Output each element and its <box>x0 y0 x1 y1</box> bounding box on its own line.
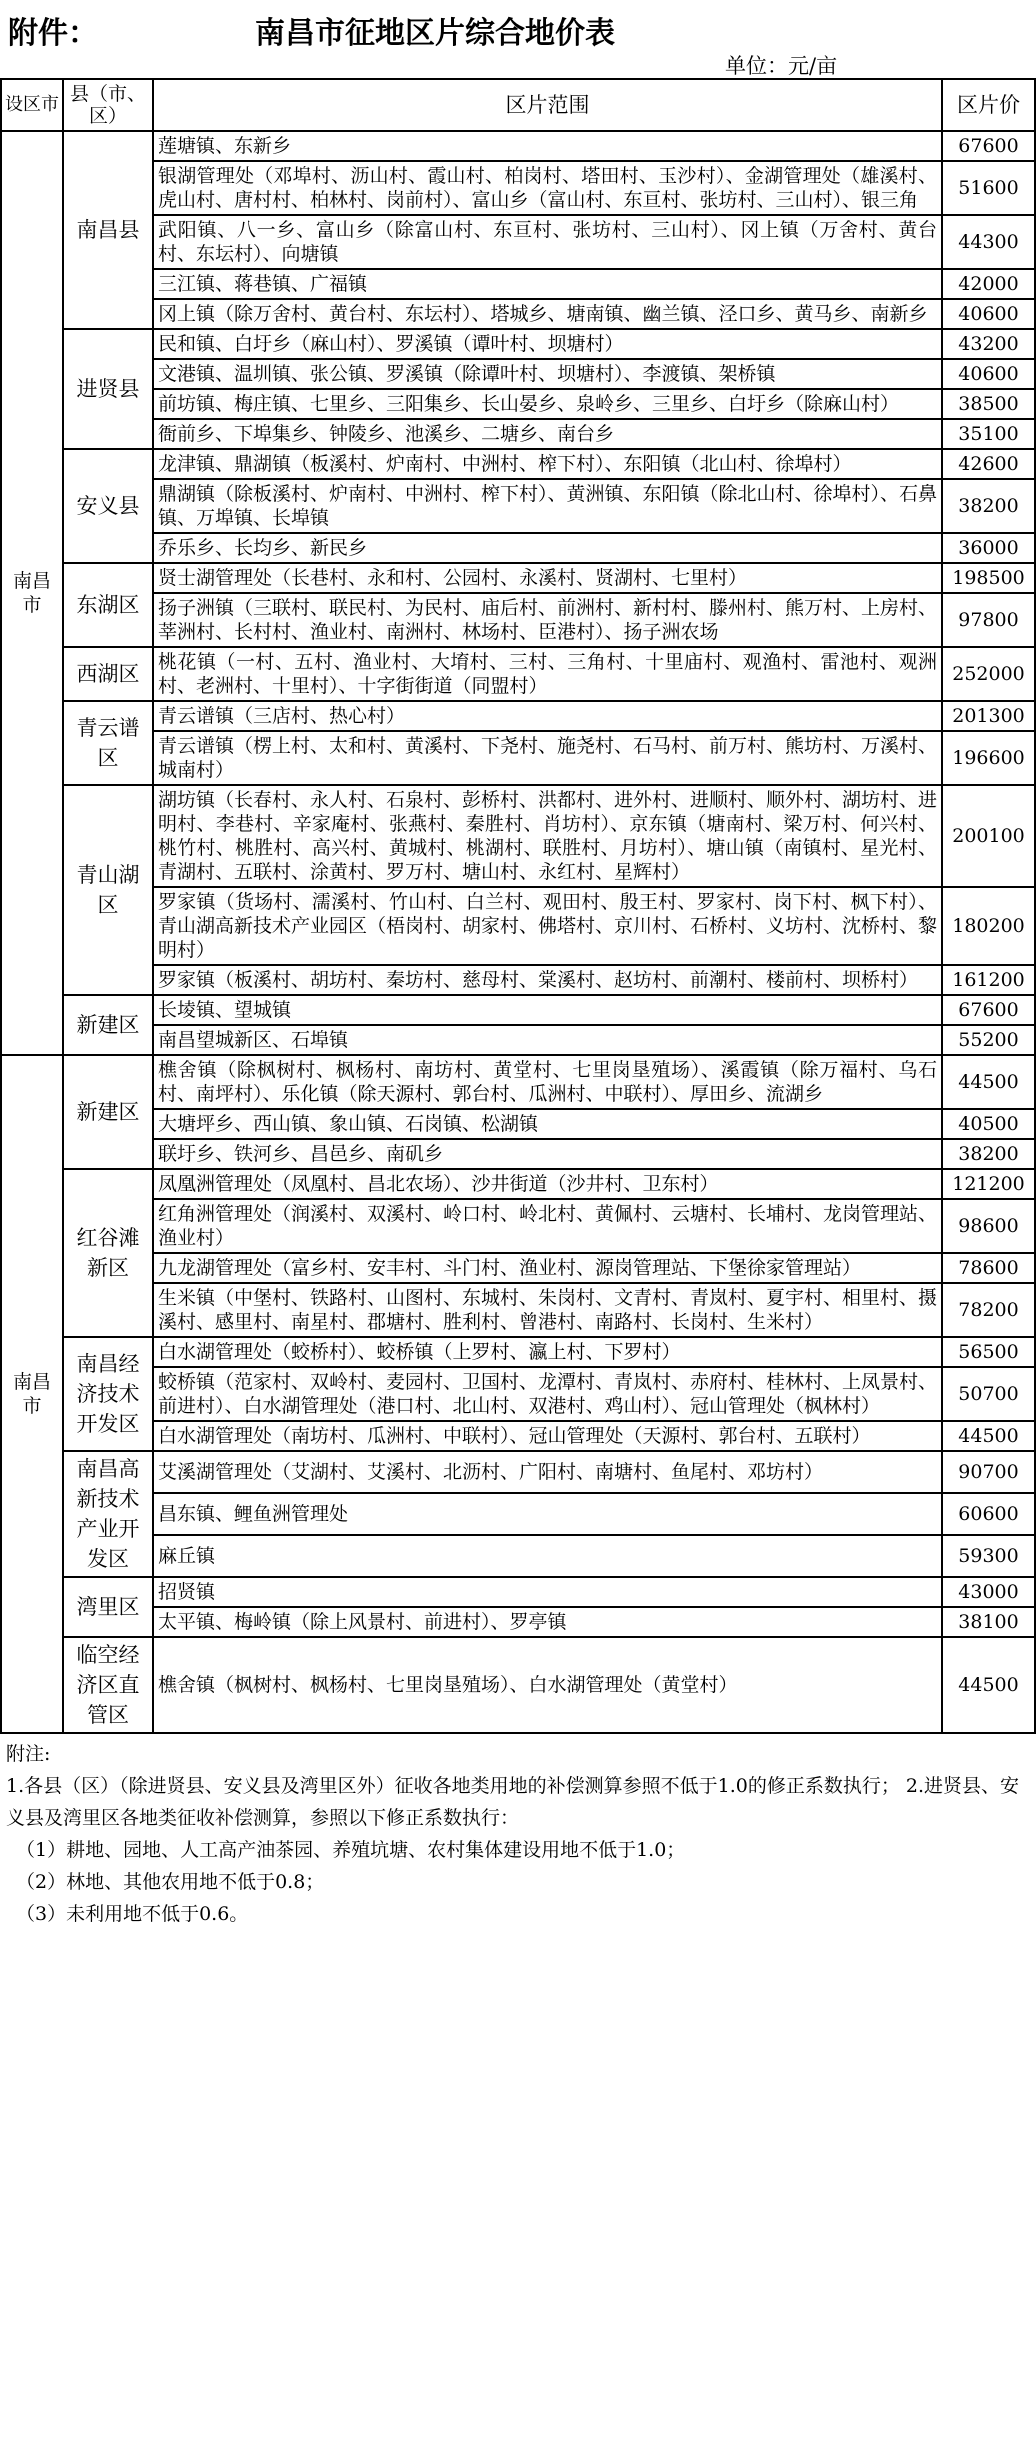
range-cell: 艾溪湖管理处（艾湖村、艾溪村、北沥村、广阳村、南塘村、鱼尾村、邓坊村） <box>153 1451 942 1493</box>
price-cell: 44300 <box>942 215 1035 269</box>
price-cell: 42000 <box>942 269 1035 299</box>
header-county: 县（市、区） <box>63 79 153 131</box>
range-cell: 武阳镇、八一乡、富山乡（除富山村、东亘村、张坊村、三山村）、冈上镇（万舍村、黄台村、东坛村）、向塘镇 <box>153 215 942 269</box>
price-cell: 35100 <box>942 419 1035 449</box>
price-cell: 196600 <box>942 731 1035 785</box>
price-cell: 200100 <box>942 785 1035 887</box>
table-row <box>1 389 1035 419</box>
range-cell: 樵舍镇（枫树村、枫杨村、七里岗垦殖场）、白水湖管理处（黄堂村） <box>153 1637 942 1733</box>
header-price: 区片价 <box>942 79 1035 131</box>
range-cell: 白水湖管理处（南坊村、瓜洲村、中联村）、冠山管理处（天源村、郭台村、五联村） <box>153 1421 942 1451</box>
range-cell: 白水湖管理处（蛟桥村）、蛟桥镇（上罗村、瀛上村、下罗村） <box>153 1337 942 1367</box>
range-cell: 罗家镇（板溪村、胡坊村、秦坊村、慈母村、棠溪村、赵坊村、前潮村、楼前村、坝桥村） <box>153 965 942 995</box>
price-cell: 51600 <box>942 161 1035 215</box>
range-cell: 九龙湖管理处（富乡村、安丰村、斗门村、渔业村、源岗管理站、下堡徐家管理站） <box>153 1253 942 1283</box>
table-row <box>1 785 1035 887</box>
county-cell: 南昌县 <box>63 131 153 329</box>
county-cell: 东湖区 <box>63 563 153 647</box>
table-row <box>1 563 1035 593</box>
price-cell: 121200 <box>942 1169 1035 1199</box>
table-row <box>1 647 1035 701</box>
price-cell: 78200 <box>942 1283 1035 1337</box>
table-row <box>1 419 1035 449</box>
table-row <box>1 1367 1035 1421</box>
table-row <box>1 1493 1035 1535</box>
range-cell: 莲塘镇、东新乡 <box>153 131 942 161</box>
price-cell: 198500 <box>942 563 1035 593</box>
notes-title: 附注: <box>6 1743 51 1765</box>
range-cell: 招贤镇 <box>153 1577 942 1607</box>
price-cell: 38200 <box>942 479 1035 533</box>
range-cell: 银湖管理处（邓埠村、沥山村、霞山村、柏岗村、塔田村、玉沙村）、金湖管理处（雄溪村、虎山村、唐村村、柏林村、岗前村）、富山乡（富山村、东亘村、张坊村、三山村）、银三角 <box>153 161 942 215</box>
table-row <box>1 329 1035 359</box>
range-cell: 麻丘镇 <box>153 1535 942 1577</box>
range-cell: 贤士湖管理处（长巷村、永和村、公园村、永溪村、贤湖村、七里村） <box>153 563 942 593</box>
range-cell: 扬子洲镇（三联村、联民村、为民村、庙后村、前洲村、新村村、滕州村、熊万村、上房村、莘洲村、长村村、渔业村、南洲村、林场村、臣港村）、扬子洲农场 <box>153 593 942 647</box>
table-row <box>1 533 1035 563</box>
range-cell: 鼎湖镇（除板溪村、炉南村、中洲村、榨下村）、黄洲镇、东阳镇（除北山村、徐埠村）、石鼻镇、万埠镇、长埠镇 <box>153 479 942 533</box>
table-row <box>1 701 1035 731</box>
county-cell: 南昌高新技术产业开发区 <box>63 1451 153 1577</box>
price-cell: 98600 <box>942 1199 1035 1253</box>
table-row <box>1 1577 1035 1607</box>
range-cell: 联圩乡、铁河乡、昌邑乡、南矶乡 <box>153 1139 942 1169</box>
table-row <box>1 965 1035 995</box>
price-cell: 42600 <box>942 449 1035 479</box>
county-cell: 红谷滩新区 <box>63 1169 153 1337</box>
page-header <box>0 0 1036 80</box>
table-row <box>1 359 1035 389</box>
table-row <box>1 479 1035 533</box>
price-cell: 44500 <box>942 1421 1035 1451</box>
range-cell: 衙前乡、下埠集乡、钟陵乡、池溪乡、二塘乡、南台乡 <box>153 419 942 449</box>
table-row <box>1 449 1035 479</box>
table-row <box>1 215 1035 269</box>
unit-label: 单位：元/亩 <box>725 54 838 78</box>
price-cell: 44500 <box>942 1637 1035 1733</box>
range-cell: 南昌望城新区、石埠镇 <box>153 1025 942 1055</box>
range-cell: 湖坊镇（长春村、永人村、石泉村、彭桥村、洪都村、进外村、进顺村、顺外村、湖坊村、进明村、李巷村、辛家庵村、张燕村、秦胜村、肖坊村）、京东镇（塘南村、梁万村、何兴村、桃竹村、桃胜村、高兴村、黄城村、桃湖村、联胜村、月坊村）、塘山镇（南镇村、星光村、青湖村、五联村、涂黄村、罗万村、塘山村、永红村、星辉村） <box>153 785 942 887</box>
county-cell: 西湖区 <box>63 647 153 701</box>
range-cell: 长堎镇、望城镇 <box>153 995 942 1025</box>
price-cell: 180200 <box>942 887 1035 965</box>
county-cell: 新建区 <box>63 1055 153 1169</box>
range-cell: 蛟桥镇（范家村、双岭村、麦园村、卫国村、龙潭村、青岚村、赤府村、桂林村、上凤景村、前进村）、白水湖管理处（港口村、北山村、双港村、鸡山村）、冠山管理处（枫林村） <box>153 1367 942 1421</box>
price-cell: 78600 <box>942 1253 1035 1283</box>
note-1: 1.各县（区）（除进贤县、安义县及湾里区外）征收各地类用地的补偿测算参照不低于1.0的修正系数执行； 2.进贤县、安义县及湾里区各地类征收补偿测算，参照以下修正系数执行： <box>6 1775 1020 1829</box>
header-range: 区片范围 <box>153 79 942 131</box>
table-row <box>1 161 1035 215</box>
table-header-row <box>1 79 1035 131</box>
table-row <box>1 1421 1035 1451</box>
price-cell: 59300 <box>942 1535 1035 1577</box>
table-row <box>1 1283 1035 1337</box>
table-row <box>1 1169 1035 1199</box>
price-cell: 38200 <box>942 1139 1035 1169</box>
range-cell: 乔乐乡、长均乡、新民乡 <box>153 533 942 563</box>
price-cell: 252000 <box>942 647 1035 701</box>
price-cell: 161200 <box>942 965 1035 995</box>
table-row <box>1 269 1035 299</box>
range-cell: 民和镇、白圩乡（麻山村）、罗溪镇（谭叶村、坝塘村） <box>153 329 942 359</box>
range-cell: 龙津镇、鼎湖镇（板溪村、炉南村、中洲村、榨下村）、东阳镇（北山村、徐埠村） <box>153 449 942 479</box>
price-cell: 38100 <box>942 1607 1035 1637</box>
city-cell: 南昌市 <box>1 1055 63 1733</box>
range-cell: 红角洲管理处（润溪村、双溪村、岭口村、岭北村、黄佩村、云塘村、长埔村、龙岗管理站、渔业村） <box>153 1199 942 1253</box>
price-cell: 43200 <box>942 329 1035 359</box>
price-cell: 36000 <box>942 533 1035 563</box>
price-cell: 60600 <box>942 1493 1035 1535</box>
table-row <box>1 1607 1035 1637</box>
page-title: 南昌市征地区片综合地价表 <box>255 16 615 51</box>
range-cell: 生米镇（中堡村、铁路村、山图村、东城村、朱岗村、文青村、青岚村、夏宇村、相里村、摄溪村、感里村、南星村、郡塘村、胜利村、曾港村、南路村、长岗村、生米村） <box>153 1283 942 1337</box>
table-row <box>1 887 1035 965</box>
table-row <box>1 995 1035 1025</box>
table-row <box>1 1451 1035 1493</box>
notes-section <box>6 1738 1028 1930</box>
table-row <box>1 1535 1035 1577</box>
range-cell: 文港镇、温圳镇、张公镇、罗溪镇（除谭叶村、坝塘村）、李渡镇、架桥镇 <box>153 359 942 389</box>
range-cell: 樵舍镇（除枫树村、枫杨村、南坊村、黄堂村、七里岗垦殖场）、溪霞镇（除万福村、乌石村、南坪村）、乐化镇（除天源村、郭台村、瓜洲村、中联村）、厚田乡、流湖乡 <box>153 1055 942 1109</box>
range-cell: 青云谱镇（三店村、热心村） <box>153 701 942 731</box>
range-cell: 昌东镇、鲤鱼洲管理处 <box>153 1493 942 1535</box>
price-cell: 67600 <box>942 131 1035 161</box>
price-cell: 38500 <box>942 389 1035 419</box>
table-row <box>1 731 1035 785</box>
county-cell: 新建区 <box>63 995 153 1055</box>
price-cell: 40500 <box>942 1109 1035 1139</box>
table-row <box>1 1253 1035 1283</box>
table-row <box>1 1025 1035 1055</box>
price-cell: 55200 <box>942 1025 1035 1055</box>
price-cell: 97800 <box>942 593 1035 647</box>
county-cell: 青山湖区 <box>63 785 153 995</box>
note-item-2: （2）林地、其他农用地不低于0.8； <box>16 1871 325 1893</box>
city-cell: 南昌市 <box>1 131 63 1055</box>
price-cell: 56500 <box>942 1337 1035 1367</box>
price-cell: 90700 <box>942 1451 1035 1493</box>
table-row <box>1 299 1035 329</box>
note-item-3: （3）未利用地不低于0.6。 <box>16 1903 249 1925</box>
range-cell: 罗家镇（货场村、濡溪村、竹山村、白兰村、观田村、殷王村、罗家村、岗下村、枫下村）、青山湖高新技术产业园区（梧岗村、胡家村、佛塔村、京川村、石桥村、义坊村、沈桥村、黎明村） <box>153 887 942 965</box>
range-cell: 冈上镇（除万舍村、黄台村、东坛村）、塔城乡、塘南镇、幽兰镇、泾口乡、黄马乡、南新乡 <box>153 299 942 329</box>
land-price-table <box>0 78 1036 1734</box>
range-cell: 前坊镇、梅庄镇、七里乡、三阳集乡、长山晏乡、泉岭乡、三里乡、白圩乡（除麻山村） <box>153 389 942 419</box>
price-cell: 43000 <box>942 1577 1035 1607</box>
table-row <box>1 131 1035 161</box>
price-cell: 44500 <box>942 1055 1035 1109</box>
table-row <box>1 1337 1035 1367</box>
county-cell: 进贤县 <box>63 329 153 449</box>
table-row <box>1 1637 1035 1733</box>
note-item-1: （1）耕地、园地、人工高产油茶园、养殖坑塘、农村集体建设用地不低于1.0； <box>16 1839 686 1861</box>
county-cell: 南昌经济技术开发区 <box>63 1337 153 1451</box>
table-row <box>1 1055 1035 1109</box>
price-cell: 40600 <box>942 359 1035 389</box>
range-cell: 大塘坪乡、西山镇、象山镇、石岗镇、松湖镇 <box>153 1109 942 1139</box>
price-cell: 40600 <box>942 299 1035 329</box>
range-cell: 青云谱镇（楞上村、太和村、黄溪村、下尧村、施尧村、石马村、前万村、熊坊村、万溪村、城南村） <box>153 731 942 785</box>
attachment-label: 附件： <box>8 16 98 51</box>
price-cell: 201300 <box>942 701 1035 731</box>
table-row <box>1 1139 1035 1169</box>
price-cell: 67600 <box>942 995 1035 1025</box>
range-cell: 太平镇、梅岭镇（除上风景村、前进村）、罗亭镇 <box>153 1607 942 1637</box>
price-cell: 50700 <box>942 1367 1035 1421</box>
table-row <box>1 1199 1035 1253</box>
county-cell: 安义县 <box>63 449 153 563</box>
county-cell: 青云谱区 <box>63 701 153 785</box>
county-cell: 湾里区 <box>63 1577 153 1637</box>
county-cell: 临空经济区直管区 <box>63 1637 153 1733</box>
table-row <box>1 593 1035 647</box>
range-cell: 三江镇、蒋巷镇、广福镇 <box>153 269 942 299</box>
table-row <box>1 1109 1035 1139</box>
range-cell: 桃花镇（一村、五村、渔业村、大堉村、三村、三角村、十里庙村、观渔村、雷池村、观洲村、老洲村、十里村）、十字街街道（同盟村） <box>153 647 942 701</box>
range-cell: 凤凰洲管理处（凤凰村、昌北农场）、沙井街道（沙井村、卫东村） <box>153 1169 942 1199</box>
header-city: 设区市 <box>1 79 63 131</box>
